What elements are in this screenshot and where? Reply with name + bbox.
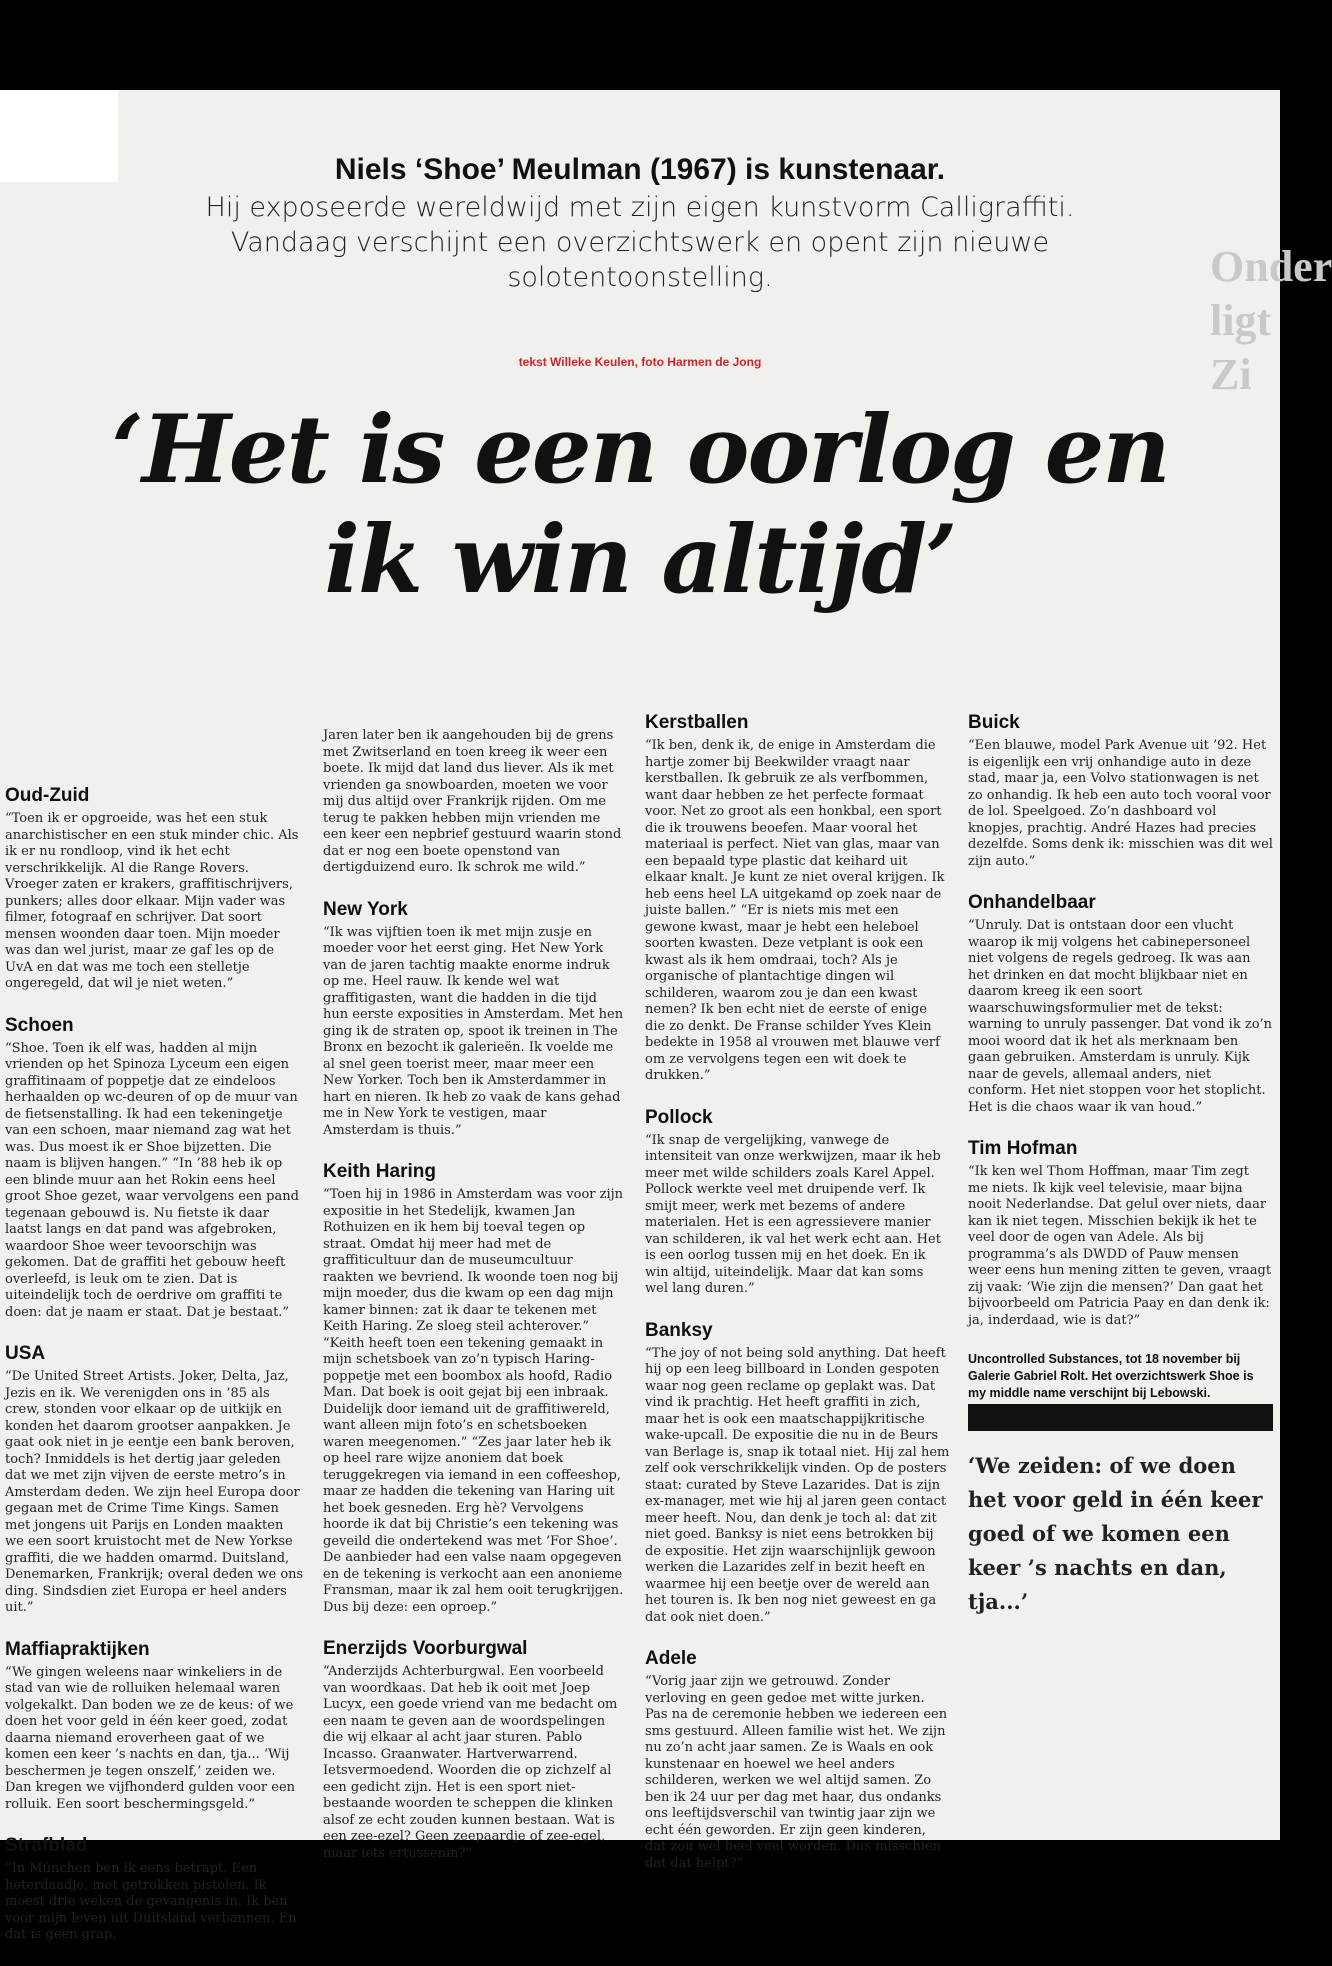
section-onhandelbaar bbox=[968, 892, 1273, 1116]
section-pollock bbox=[645, 1107, 950, 1298]
section-text: “In München ben ik eens betrapt. Een heterdaadje, met getrokken pistolen. Ik moest drie weken de gevangenis in. Ik ben voor mijn leven uit Duitsland verbannen. En dat is geen grap. bbox=[5, 1861, 297, 1942]
section-adele bbox=[645, 1648, 950, 1872]
headline: ‘Het is een oorlog en ik win altijd’ bbox=[111, 395, 1169, 615]
intro-deck: Hij exposeerde wereldwijd met zijn eigen kunstvorm Calligraffiti. Vandaag verschijnt een overzichtswerk en opent zijn nieuwe solotentoonstelling. bbox=[205, 192, 1075, 293]
adjacent-page-bleed-text: Onder ligt Zi bbox=[1210, 242, 1332, 399]
section-title: Onhandelbaar bbox=[968, 892, 1096, 913]
section-text: “The joy of not being sold anything. Dat heeft hij op een leeg billboard in Londen gespoten waar nog geen reclame op geplakt was. Dat vind ik prachtig. Het heeft graffiti in zich, maar het is ook een maatschappijkritische wake-upcall. De expositie die nu in de Beurs van Berlage is, snap ik totaal niet. Hij zal hem zelf ook verschrikkelijk vinden. Op de posters staat: curated by Steve Lazarides. Dat is zijn ex-manager, met wie hij al jaren geen contact meer heeft. Nou, dan denk je toch al: dat zit niet goed. Banksy is niet eens betrokken bij de expositie. Het zijn waarschijnlijk gewoon werken die Lazarides zelf in bezit heeft en waarmee hij een beetje over de wereld aan het touren is. Ik ben nog niet geweest en ga dat ook niet doen.” bbox=[645, 1345, 950, 1625]
section-title: Enerzijds Voorburgwal bbox=[323, 1638, 528, 1659]
section-text: “Ik ben, denk ik, de enige in Amsterdam die hartje zomer bij Beekwilder vraagt naar kerstballen. Ik gebruik ze als verfbommen, want daar hebben ze het perfecte formaat voor. Net zo groot als een honkbal, een sport die ik trouwens beoefen. Maar vooral het materiaal is perfect. Niet van glas, maar van een bepaald type plastic dat keihard uit elkaar knalt. Je kunt ze niet overal krijgen. Ik heb eens heel LA uitgekamd op zoek naar de juiste ballen.” “Er is niets mis met een gewone kwast, maar je hebt een heleboel soorten kwasten. Deze vetplant is ook een kwast als ik hem omdraai, toch? Als je organische of plantachtige dingen wil schilderen, waarom zou je dan een kwast nemen? Ik ben echt niet de eerste of enige die zo denkt. De Franse schilder Yves Klein bedekte in 1958 al vrouwen met blauwe verf om ze vervolgens tegen een wit doek te drukken.” bbox=[645, 738, 945, 1083]
section-text: “Ik was vijftien toen ik met mijn zusje en moeder voor het eerst ging. Het New York van de jaren tachtig maakte enorme indruk op me. Heel rauw. Ik kende wel wat graffitigasten, want die hadden in die tijd hun eerste exposities in Amsterdam. Met hen ging ik de straten op, spoot ik treinen in The Bronx en bezocht ik galerieën. Ik voelde me al snel geen toerist meer, maar meer een New Yorker. Toch ben ik Amsterdammer in hart en nieren. Ik heb zo vaak de kans gehad me in New York te vestigen, maar Amsterdam is thuis.” bbox=[323, 924, 624, 1138]
pullquote-bar bbox=[968, 1404, 1273, 1431]
section-text: “We gingen weleens naar winkeliers in de stad van wie de rolluiken helemaal waren volgekalkt. Dan boden we ze de keus: of we doen het voor geld in één keer goed, zodat daarna niemand eroverheen gaat of we komen een keer ’s nachts en dan, tja... ‘Wij beschermen je tegen onszelf,’ zeiden we. Dan kregen we vijfhonderd gulden voor een rolluik. Een soort beschermingsgeld.” bbox=[5, 1664, 296, 1812]
section-text: “Vorig jaar zijn we getrouwd. Zonder verloving en geen gedoe met witte jurken. Pas na de ceremonie hebben we iedereen een sms gestuurd. Alleen familie wist het. We zijn nu zo’n acht jaar samen. Ze is Waals en ook kunstenaar en hoewel we heel anders schilderen, werken we wel altijd samen. Zo ben ik 24 uur per dag met haar, dus ondanks ons leeftijdsverschil van twintig jaar zijn we echt één geworden. Er zijn geen kinderen, dat zou wel heel veel worden. Dus misschien dat dat helpt?” bbox=[645, 1674, 948, 1871]
section-banksy bbox=[645, 1320, 950, 1627]
section-keith-haring bbox=[323, 1161, 625, 1616]
section-maffiapraktijken bbox=[5, 1639, 305, 1814]
section-title: New York bbox=[323, 898, 408, 920]
section-text: “Een blauwe, model Park Avenue uit ’92. Het is eigenlijk een vrij onhandige auto in deze stad, maar ja, een Volvo stationwagen is net zo onhandig. Ik heb een auto toch vooral voor de lol. Speelgoed. Zo’n dashboard vol knopjes, prachtig. André Hazes had precies dezelfde. Soms denk ik: misschien was dit wel zijn auto.” bbox=[968, 738, 1273, 869]
byline: tekst Willeke Keulen, foto Harmen de Jong bbox=[518, 355, 762, 369]
section-title: Oud-Zuid bbox=[5, 785, 90, 806]
section-continued bbox=[323, 728, 625, 877]
section-kerstballen bbox=[645, 712, 950, 1085]
section-title: Schoen bbox=[5, 1014, 74, 1036]
section-text: “Toen hij in 1986 in Amsterdam was voor zijn expositie in het Stedelijk, kwamen Jan Rothuizen en ik hem bij toeval tegen op straat. Omdat hij meer had met de graffiticultuur dan de museumcultuur raakten we bevriend. Ik woonde toen nog bij mijn moeder, dus die kwam op een dag mijn kamer binnen: zat ik daar te tekenen met Keith Haring. Ze sloeg steil achterover.” “Keith heeft toen een tekening gemaakt in mijn schetsboek van zo’n typisch Haring-poppetje met een boombox als hoofd, Radio Man. Dat boek is ooit gejat bij een inbraak. Duidelijk door iemand uit de graffitiwereld, want alleen mijn foto’s en schetsboeken waren meegenomen.” “Zes jaar later heb ik op heel rare wijze anoniem dat boek teruggekregen via iemand in een coffeeshop, maar ze hadden die tekening van Haring uit het boek gesneden. Erg hè? Vervolgens hoorde ik dat bij Christie’s een tekening was geveild die ondertekend was met ‘For Shoe’. De aanbieder had een valse naam opgegeven en de tekening is verkocht aan een anonieme Fransman, maar ik zal hem ooit terugkrijgen. Dus bij deze: een oproep.” bbox=[323, 1187, 624, 1615]
column-3 bbox=[645, 712, 950, 1894]
section-text: “Toen ik er opgroeide, was het een stuk anarchistischer en een stuk minder chic. Als ik er nu rondloop, vind ik het echt verschrikkelijk. Al die Range Rovers. Vroeger zaten er krakers, graffitischrijvers, punkers; alles door elkaar. Mijn vader was filmer, fotograaf en schrijver. Dat soort mensen woonden daar toen. Mijn moeder was dan wel jurist, maar ze gaf les op de UvA en dat was me toch een stelletje ongeregeld, dat wil je niet weten.” bbox=[5, 811, 299, 991]
section-text: “Anderzijds Achterburgwal. Een voorbeeld van woordkaas. Dat heb ik ooit met Joep Lucyx, een goede vriend van me bedacht om een naam te geven aan de woordspelingen die wij elkaar al acht jaar sturen. Pablo Incasso. Graanwater. Hartverwarrend. Ietsvermoedend. Woorden die op zichzelf al een gedicht zijn. Het is een sport niet-bestaande woorden te scheppen die klinken alsof ze echt zouden kunnen bestaan. Wat is een zee-ezel? Geen zeepaardje of zee-egel, maar iets ertussenin?” bbox=[323, 1664, 618, 1861]
section-usa bbox=[5, 1343, 305, 1617]
section-text: “De United Street Artists. Joker, Delta, Jaz, Jezis en ik. We verenigden ons in ’85 als crew, stonden voor elkaar op de uitkijk en konden het daarom grootser aanpakken. Je gaat ook niet in je eentje een bank beroven, toch? Inmiddels is het dertig jaar geleden dat we met zijn vijven de eerste metro’s in Amsterdam deden. We zijn heel Europa door gegaan met de Crime Time Kings. Samen met jongens uit Parijs en Londen maakten we een soort kruistocht met de New Yorkse graffiti, die we hadden omarmd. Duitsland, Denemarken, Frankrijk; overal deden we ons ding. Sindsdien ziet Europa er heel anders uit.” bbox=[5, 1369, 304, 1615]
section-text: “Unruly. Dat is ontstaan door een vlucht waarop ik mij volgens het cabinepersoneel niet volgens de regels gedroeg. Ik was aan het drinken en dat mocht blijkbaar niet en daarom kreeg ik een soort waarschuwingsformulier met de tekst: warning to unruly passenger. Dat vond ik zo’n mooi woord dat ik het als merknaam ben gaan gebruiken. Amsterdam is unruly. Kijk naar de gevels, allemaal anders, niet conform. Het niet stoppen voor het stoplicht. Het is die chaos waar ik van houd.” bbox=[968, 918, 1273, 1115]
column-1 bbox=[5, 785, 305, 1966]
exhibition-note: Uncontrolled Substances, tot 18 november bij Galerie Gabriel Rolt. Het overzichtswerk Shoe is my middle name verschijnt bij Lebowski. bbox=[968, 1352, 1254, 1400]
section-enerzijds-voorburgwal bbox=[323, 1638, 625, 1862]
newspaper-page bbox=[0, 90, 1332, 1942]
pullquote: ‘We zeiden: of we doen het voor geld in één keer goed of we komen een keer ’s nachts en dan, tja...’ bbox=[968, 1453, 1263, 1614]
section-strafblad bbox=[5, 1835, 305, 1944]
section-oud-zuid bbox=[5, 785, 305, 993]
section-title: Keith Haring bbox=[323, 1161, 436, 1182]
section-title: Pollock bbox=[645, 1106, 713, 1128]
section-new-york bbox=[323, 899, 625, 1140]
section-text: Jaren later ben ik aangehouden bij de grens met Zwitserland en toen kreeg ik weer een boete. Ik mijd dat land dus liever. Als ik met vrienden ga snowboarden, moeten we voor mij dus altijd over Frankrijk rijden. Om me terug te pakken hebben mijn vrienden me een keer een nepbrief gestuurd waarin stond dat er nog een boete openstond van dertigduizend euro. Ik schrok me wild.” bbox=[323, 728, 622, 875]
column-2 bbox=[323, 728, 625, 1884]
section-title: Tim Hofman bbox=[968, 1138, 1078, 1159]
section-title: Adele bbox=[645, 1648, 697, 1669]
section-title: Maffiapraktijken bbox=[5, 1638, 150, 1660]
section-title: Buick bbox=[968, 712, 1020, 733]
section-tim-hofman bbox=[968, 1138, 1273, 1329]
section-text: “Shoe. Toen ik elf was, hadden al mijn vrienden op het Spinoza Lyceum een eigen graffitinaam of poppetje dat ze eindeloos herhaalden op wc-deuren of op de muur van de fietsenstalling. Ik had een tekeningetje van een schoen, maar niemand zag wat het was. Dus moest ik er Shoe bijzetten. Die naam is blijven hangen.” “In ’88 heb ik op een blinde muur aan het Rokin eens heel groot Shoe gezet, waar vervolgens een pand tegenaan gebouwd is. Nu fietste ik daar laatst langs en dat pand was afgebroken, waardoor Shoe weer tevoorschijn was gekomen. Dat de graffiti het gebouw heeft overleefd, is leuk om te zien. Dat is uiteindelijk toch de oerdrive om graffiti te doen: dat je naam er staat. Dat je bestaat.” bbox=[5, 1040, 299, 1320]
section-title: Banksy bbox=[645, 1319, 713, 1341]
section-schoen bbox=[5, 1015, 305, 1322]
section-buick bbox=[968, 712, 1273, 870]
section-title: Strafblad bbox=[5, 1835, 88, 1856]
column-4 bbox=[968, 712, 1273, 1619]
section-title: Kerstballen bbox=[645, 712, 749, 733]
section-title: USA bbox=[5, 1343, 46, 1364]
section-text: “Ik snap de vergelijking, vanwege de intensiteit van onze werkwijzen, maar ik heb meer met wilde schilders zoals Karel Appel. Pollock werkte veel met druipende verf. Ik smijt meer, werk met bezems of andere materialen. Het is een agressievere manier van schilderen, ik val het werk echt aan. Het is een oorlog tussen mij en het doek. En ik win altijd, uiteindelijk. Maar dat kan soms wel lang duren.” bbox=[645, 1132, 941, 1296]
section-text: “Ik ken wel Thom Hoffman, maar Tim zegt me niets. Ik kijk veel televisie, maar bijna nooit Nederlandse. Dat gelul over niets, daar kan ik niet tegen. Misschien bekijk ik het te veel door de ogen van Adele. Als bij programma’s als DWDD of Pauw mensen weer eens hun mening zitten te geven, vraagt zij vaak: ‘Wie zijn die mensen?’ Dan gaat het bijvoorbeeld om Patricia Paay en dan denk ik: ja, inderdaad, wie is dat?” bbox=[968, 1164, 1272, 1328]
intro-title: Niels ‘Shoe’ Meulman (1967) is kunstenaar. bbox=[334, 153, 946, 186]
